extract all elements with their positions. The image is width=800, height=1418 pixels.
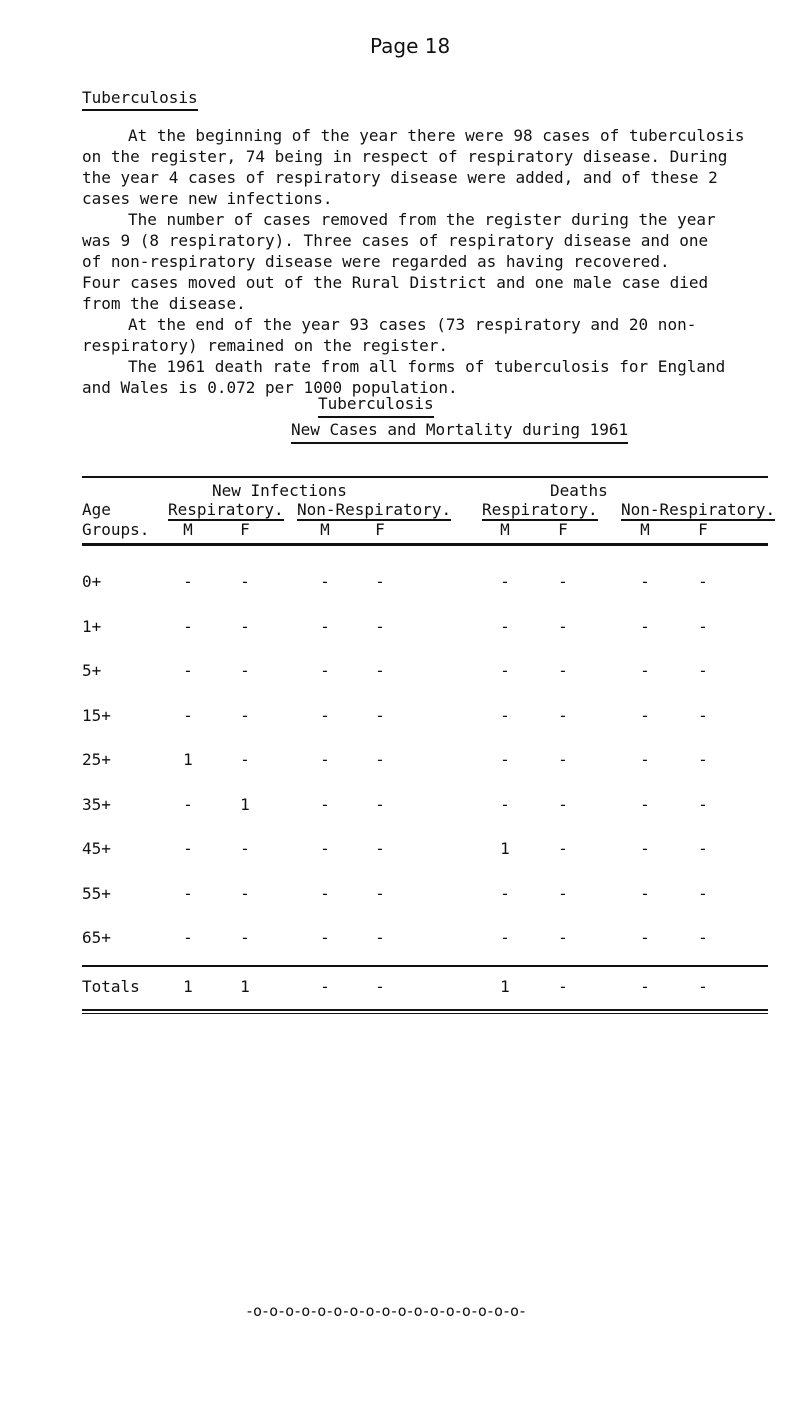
table-cell: -	[320, 839, 330, 858]
paragraph-3	[82, 314, 772, 356]
header-d-respiratory: Respiratory.	[482, 500, 598, 519]
paragraph-line: respiratory) remained on the register.	[82, 336, 449, 355]
header-deaths: Deaths	[550, 481, 608, 500]
row-label: 55+	[82, 884, 111, 903]
row-label: 65+	[82, 928, 111, 947]
table-cell: -	[698, 750, 708, 769]
footer-ornament: -o-o-o-o-o-o-o-o-o-o-o-o-o-o-o-o-o-	[245, 1302, 527, 1320]
header-ni-non-respiratory: Non-Respiratory.	[297, 500, 452, 519]
table-cell: -	[320, 572, 330, 591]
table-cell: -	[183, 839, 193, 858]
table-cell: -	[375, 750, 385, 769]
table-cell: -	[375, 572, 385, 591]
table-cell: -	[183, 884, 193, 903]
table-cell: -	[640, 661, 650, 680]
table-cell: -	[500, 795, 510, 814]
table-cell: -	[558, 750, 568, 769]
table-cell: -	[698, 884, 708, 903]
table-cell: -	[240, 572, 250, 591]
table-cell: -	[500, 661, 510, 680]
table-cell: -	[640, 706, 650, 725]
table-cell: -	[698, 706, 708, 725]
table-cell: -	[640, 617, 650, 636]
table-cell: -	[640, 884, 650, 903]
table-cell: -	[320, 617, 330, 636]
table-cell: -	[500, 617, 510, 636]
table-cell: -	[558, 572, 568, 591]
paragraph-line: the year 4 cases of respiratory disease were added, and of these 2	[82, 168, 718, 187]
table-cell: -	[640, 795, 650, 814]
sex-header: F	[240, 520, 250, 539]
table-cell: -	[558, 617, 568, 636]
paragraph-2	[82, 209, 772, 314]
paragraph-line: cases were new infections.	[82, 189, 333, 208]
table-cell: -	[558, 706, 568, 725]
table-cell: -	[240, 706, 250, 725]
table-subtitle: New Cases and Mortality during 1961	[291, 420, 628, 444]
table-cell: 1	[500, 839, 510, 858]
table-cell: -	[500, 928, 510, 947]
table-cell: 1	[240, 795, 250, 814]
table-title: Tuberculosis	[318, 394, 434, 418]
table-cell: -	[320, 928, 330, 947]
table-cell: -	[183, 617, 193, 636]
table-cell: -	[375, 928, 385, 947]
header-bottom-rule	[82, 543, 768, 546]
table-cell: -	[240, 617, 250, 636]
table-cell: -	[500, 884, 510, 903]
table-cell: -	[320, 661, 330, 680]
table-cell: -	[183, 706, 193, 725]
paragraph-line: of non-respiratory disease were regarded as having recovered.	[82, 252, 670, 271]
totals-cell: -	[558, 977, 568, 996]
table-cell: -	[500, 750, 510, 769]
totals-cell: 1	[240, 977, 250, 996]
row-label: 35+	[82, 795, 111, 814]
table-cell: -	[183, 572, 193, 591]
table-cell: -	[698, 617, 708, 636]
row-label: 25+	[82, 750, 111, 769]
table-cell: -	[698, 572, 708, 591]
table-cell: -	[320, 750, 330, 769]
page-number: Page 18	[370, 34, 451, 58]
paragraph-line: Four cases moved out of the Rural District and one male case died	[82, 273, 709, 292]
paragraph-line: from the disease.	[82, 294, 246, 313]
totals-cell: -	[640, 977, 650, 996]
totals-label: Totals	[82, 977, 140, 996]
paragraph-line: At the end of the year 93 cases (73 respiratory and 20 non-	[128, 315, 697, 334]
sex-header: F	[558, 520, 568, 539]
table-cell: -	[240, 928, 250, 947]
totals-top-rule	[82, 965, 768, 967]
table-cell: -	[375, 795, 385, 814]
table-cell: -	[500, 572, 510, 591]
sex-header: F	[698, 520, 708, 539]
section-title: Tuberculosis	[82, 88, 198, 111]
paragraph-line: The number of cases removed from the register during the year	[128, 210, 716, 229]
table-cell: -	[558, 884, 568, 903]
table-cell: -	[183, 928, 193, 947]
totals-cell: 1	[500, 977, 510, 996]
sex-header: M	[183, 520, 193, 539]
paragraph-line: was 9 (8 respiratory). Three cases of respiratory disease and one	[82, 231, 709, 250]
table-cell: 1	[183, 750, 193, 769]
sex-header: M	[320, 520, 330, 539]
header-new-infections: New Infections	[212, 481, 347, 500]
table-cell: -	[500, 706, 510, 725]
table-cell: -	[558, 928, 568, 947]
table-cell: -	[558, 795, 568, 814]
table-cell: -	[375, 617, 385, 636]
table-cell: -	[240, 839, 250, 858]
header-groups: Groups.	[82, 520, 150, 539]
paragraph-line: and Wales is 0.072 per 1000 population.	[82, 378, 458, 397]
table-cell: -	[240, 661, 250, 680]
totals-cell: -	[698, 977, 708, 996]
table-cell: -	[183, 795, 193, 814]
totals-bottom-rule-2	[82, 1013, 768, 1014]
sex-header: M	[640, 520, 650, 539]
totals-cell: -	[375, 977, 385, 996]
table-cell: -	[375, 661, 385, 680]
row-label: 5+	[82, 661, 102, 680]
totals-cell: 1	[183, 977, 193, 996]
table-cell: -	[183, 661, 193, 680]
table-cell: -	[698, 839, 708, 858]
header-age: Age	[82, 500, 111, 519]
paragraph-line: At the beginning of the year there were 98 cases of tuberculosis	[128, 126, 745, 145]
table-cell: -	[640, 572, 650, 591]
table-top-rule	[82, 476, 768, 478]
table-cell: -	[375, 706, 385, 725]
paragraph-4	[82, 356, 772, 398]
table-cell: -	[320, 884, 330, 903]
table-cell: -	[698, 795, 708, 814]
table-cell: -	[375, 884, 385, 903]
header-d-non-respiratory: Non-Respiratory.	[621, 500, 776, 519]
table-cell: -	[375, 839, 385, 858]
totals-cell: -	[320, 977, 330, 996]
table-cell: -	[698, 928, 708, 947]
table-cell: -	[558, 661, 568, 680]
table-cell: -	[320, 795, 330, 814]
sex-header: M	[500, 520, 510, 539]
table-cell: -	[698, 661, 708, 680]
table-cell: -	[640, 928, 650, 947]
sex-header: F	[375, 520, 385, 539]
paragraph-line: The 1961 death rate from all forms of tuberculosis for England	[128, 357, 726, 376]
table-cell: -	[320, 706, 330, 725]
row-label: 15+	[82, 706, 111, 725]
row-label: 45+	[82, 839, 111, 858]
paragraph-line: on the register, 74 being in respect of respiratory disease. During	[82, 147, 728, 166]
paragraph-1	[82, 125, 772, 209]
table-cell: -	[558, 839, 568, 858]
table-cell: -	[240, 750, 250, 769]
table-cell: -	[640, 839, 650, 858]
row-label: 0+	[82, 572, 102, 591]
table-cell: -	[640, 750, 650, 769]
table-cell: -	[240, 884, 250, 903]
totals-bottom-rule	[82, 1009, 768, 1011]
row-label: 1+	[82, 617, 102, 636]
header-ni-respiratory: Respiratory.	[168, 500, 284, 519]
